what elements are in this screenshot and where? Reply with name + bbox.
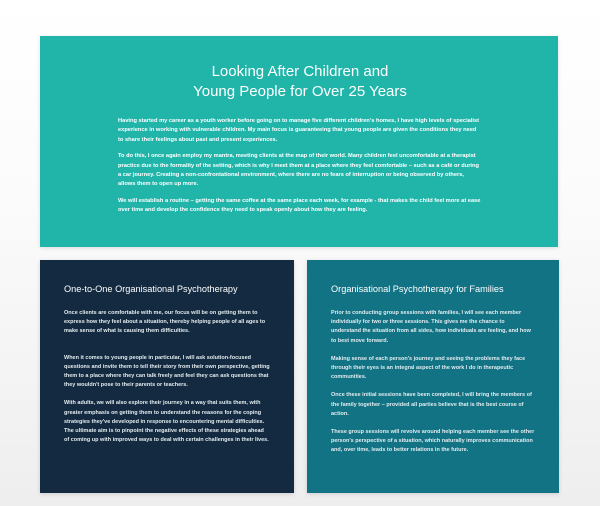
intro-paragraph-2: To do this, I once again employ my mantra, meeting clients at the map of their world. Many children feel uncomfortable at a therapist practice due to the formality of the setting, which is why I meet them at a place where they feel comfortable – such as a café or during a car journey. Creating a non-confrontational environment, where there are no fears of interruption or being observed by others, allows them to open up more. xyxy=(118,153,479,188)
one-to-one-paragraph-1: Once clients are comfortable with me, our focus will be on getting them to express how they feel about a situation, thereby helping people of all ages to make sense of what is causing them difficulties. xyxy=(64,310,266,335)
families-card xyxy=(307,260,559,493)
families-paragraph-1: Prior to conducting group sessions with families, I will see each member individually for two or three sessions. This gives me the chance to understand the situation from all sides, how individuals are feeling, and how to best move forward. xyxy=(331,310,531,344)
families-paragraph-2: Making sense of each person's journey and seeing the problems they face through their eyes is an integral aspect of the work I do in therapeutic communities. xyxy=(331,355,526,381)
one-to-one-title: One-to-One Organisational Psychotherapy xyxy=(64,284,238,294)
families-paragraph-3: Once these initial sessions have been completed, I will bring the members of the family together – provided all parties believe that is the best course of action. xyxy=(331,392,532,417)
families-paragraph-4: These group sessions will revolve around helping each member see the other person's perspective of a situation, which naturally improves communication and, over time, leads to better relations in the future. xyxy=(331,429,535,454)
one-to-one-paragraph-3: With adults, we will also explore their journey in a way that suits them, with greater emphasis on getting them to understand the reasons for the coping strategies they've developed in response to encountering mental difficulties. The ultimate aim is to pinpoint the negative effects of these strategies ahead of coming up with improved ways to deal with certain challenges in their lives. xyxy=(64,400,269,444)
page-title-line-2: Young People for Over 25 Years xyxy=(193,83,407,100)
page-title xyxy=(118,62,482,102)
intro-banner xyxy=(40,36,558,247)
families-title: Organisational Psychotherapy for Families xyxy=(331,284,504,294)
intro-paragraph-1: Having started my career as a youth worker before going on to manage five different children's homes, I have high levels of specialist experience in working with vulnerable children. My main focus is guaranteeing that young people are given the conditions they need to share their feelings about past and present experiences. xyxy=(118,118,480,143)
page-title-line-1: Looking After Children and xyxy=(211,63,389,80)
intro-paragraph-3: We will establish a routine – getting the same coffee at the same place each week, for example - that makes the child feel more at ease over time and develop the confidence they need to speak openly about how they are feeling. xyxy=(118,197,481,214)
one-to-one-paragraph-2: When it comes to young people in particular, I will ask solution-focused questions and invite them to tell their story from their own perspective, getting them to a place where they can talk freely and feel they can ask questions that they wouldn't pose to their parents or teachers. xyxy=(64,354,270,389)
one-to-one-card xyxy=(40,260,294,493)
